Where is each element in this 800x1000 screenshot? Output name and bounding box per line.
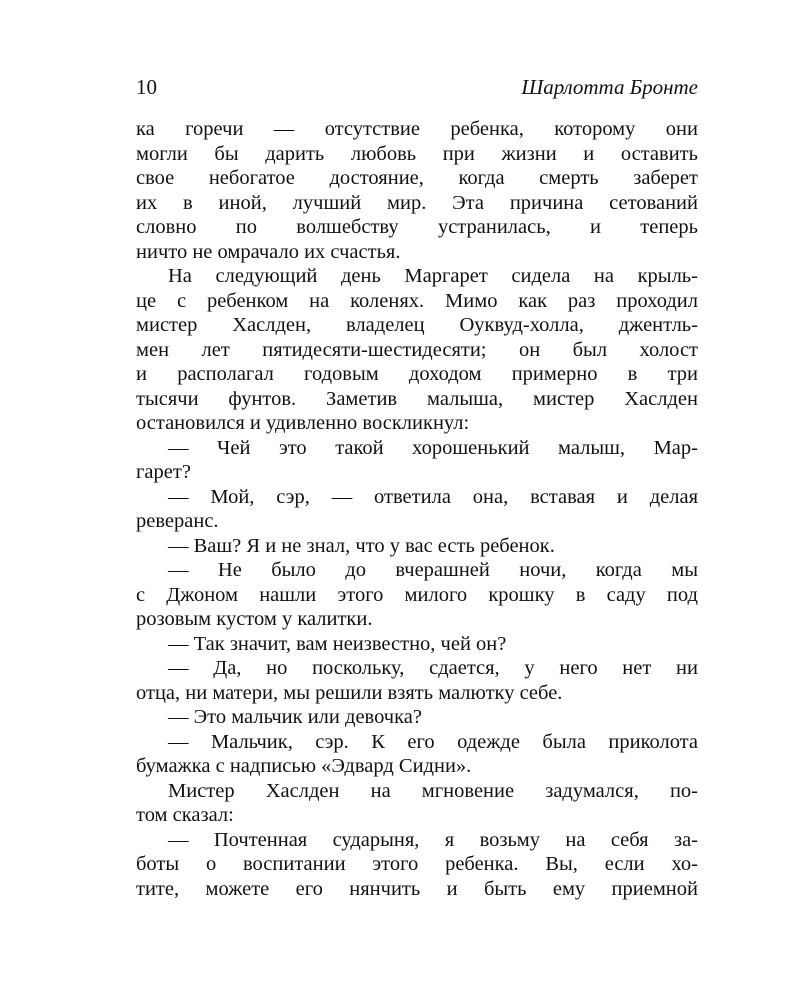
text-line: — Да, но поскольку, сдается, у него нет ни — [168, 657, 698, 679]
text-line: и располагал годовым доходом примерно в три — [136, 363, 698, 385]
text-line: — Мальчик, сэр. К его одежде была приколота — [168, 730, 698, 753]
text-line: мен лет пятидесяти-шестидесяти; он был холост — [136, 338, 698, 361]
text-line: ничто не омрачало их счастья. — [136, 240, 401, 263]
text-line: — Ваш? Я и не знал, что у вас есть ребенок. — [168, 534, 555, 557]
text-line: том сказал: — [136, 804, 234, 826]
text-line: могли бы дарить любовь при жизни и оставить — [136, 142, 698, 165]
running-title: Шарлотта Бронте — [521, 75, 698, 99]
page-number: 10 — [136, 75, 157, 99]
text-line: остановился и удивленно воскликнул: — [136, 412, 470, 434]
text-line: — Чей это такой хорошенький малыш, Мар- — [168, 436, 698, 459]
text-line: розовым кустом у калитки. — [136, 608, 373, 630]
text-line: с Джоном нашли этого милого крошку в саду под — [136, 583, 698, 606]
text-line: гарет? — [136, 461, 191, 483]
text-line: ка горечи — отсутствие ребенка, которому они — [136, 118, 698, 140]
text-line: бумажка с надписью «Эдвард Сидни». — [136, 755, 472, 777]
body-text — [136, 117, 698, 901]
text-line: словно по волшебству устранилась, и теперь — [136, 216, 698, 238]
text-line: — Это мальчик или девочка? — [168, 706, 422, 728]
text-line: це с ребенком на коленях. Мимо как раз проходил — [136, 289, 698, 312]
text-line: их в иной, лучший мир. Эта причина сетований — [136, 191, 698, 214]
text-line: — Не было до вчерашней ночи, когда мы — [168, 559, 698, 581]
text-line: боты о воспитании этого ребенка. Вы, если хо- — [136, 853, 698, 875]
text-line: Мистер Хаслден на мгновение задумался, по- — [168, 779, 698, 802]
text-line: отца, ни матери, мы решили взять малютку себе. — [136, 681, 563, 704]
text-line: — Так значит, вам неизвестно, чей он? — [168, 632, 507, 655]
text-line: — Мой, сэр, — ответила она, вставая и делая — [168, 485, 698, 508]
text-line: реверанс. — [136, 510, 219, 532]
text-line: тысячи фунтов. Заметив малыша, мистер Хаслден — [136, 387, 698, 410]
text-line: мистер Хаслден, владелец Оуквуд-холла, джентль- — [136, 314, 698, 336]
text-line: — Почтенная сударыня, я возьму на себя за- — [168, 828, 698, 851]
text-line: На следующий день Маргарет сидела на крыль- — [168, 265, 698, 287]
text-line: свое небогатое достояние, когда смерть заберет — [136, 167, 698, 189]
text-line: тите, можете его нянчить и быть ему приемной — [136, 877, 698, 900]
